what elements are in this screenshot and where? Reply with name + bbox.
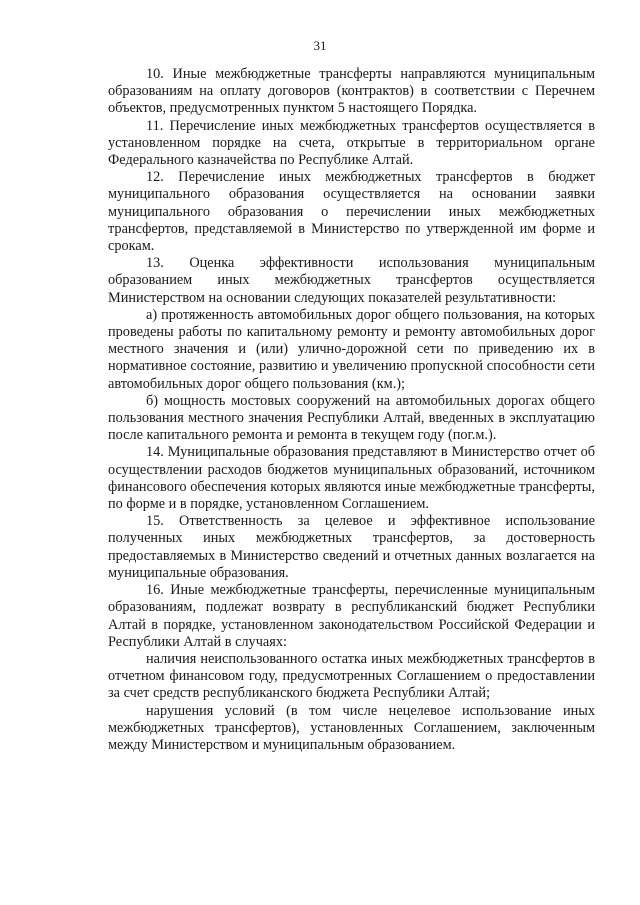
paragraph-11-transfer-accounts: 11. Перечисление иных межбюджетных трансфертов осуществляется в установленном порядке на счета, открытые в территориальном органе Федерального казначейства по Республике Алтай.: [108, 117, 595, 169]
paragraph-13a-road-length: а) протяженность автомобильных дорог общего пользования, на которых проведены работы по капитальному ремонту и ремонту автомобильных дорог местного значения и (или) улично-дорожной сети по приведению их в нормативное состояние, развитию и увеличению пропускной способности сети автомобильных дорог общего пользования (км.);: [108, 306, 595, 392]
paragraph-16-case-violation: нарушения условий (в том числе нецелевое использование иных межбюджетных трансфертов), установленных Соглашением, заключенным между Министерством и муниципальным образованием.: [108, 702, 595, 753]
paragraph-16-case-unused-balance: наличия неиспользованного остатка иных межбюджетных трансфертов в отчетном финансовом году, предусмотренных Соглашением о предоставлении за счет средств республиканского бюджета Республики Алтай;: [108, 650, 595, 702]
paragraph-15-responsibility: 15. Ответственность за целевое и эффективное использование полученных иных межбюджетных трансфертов, за достоверность предоставляемых в Министерство сведений и отчетных данных возлагается на муниципальные образования.: [108, 513, 595, 581]
paragraph-10-transfers-direction: 10. Иные межбюджетные трансферты направляются муниципальным образованиям на оплату договоров (контрактов) в соответствии с Перечнем объектов, предусмотренных пунктом 5 настоящего Порядка.: [108, 66, 595, 117]
paragraph-13-efficiency-assessment: 13. Оценка эффективности использования муниципальным образованием иных межбюджетных трансфертов осуществляется Министерством на основании следующих показателей результативности:: [108, 255, 595, 306]
document-body: [108, 66, 595, 754]
paragraph-16-refund: 16. Иные межбюджетные трансферты, перечисленные муниципальным образованиям, подлежат возврату в республиканский бюджет Республики Алтай в порядке, установленном законодательством Российской Федерации и Республики Алтай в случаях:: [108, 582, 595, 650]
page-number: 31: [313, 38, 327, 53]
paragraph-14-report: 14. Муниципальные образования представляют в Министерство отчет об осуществлении расходов бюджетов муниципальных образований, источником финансового обеспечения которых являются иные межбюджетные трансферты, по форме и в порядке, установленном Соглашением.: [108, 444, 595, 513]
paragraph-12-transfer-application: 12. Перечисление иных межбюджетных трансфертов в бюджет муниципального образования осуществляется на основании заявки муниципального образования о перечислении иных межбюджетных трансфертов, представляемой в Министерство по утвержденной им форме и срокам.: [108, 169, 595, 255]
paragraph-13b-bridge-capacity: б) мощность мостовых сооружений на автомобильных дорогах общего пользования местного значения Республики Алтай, введенных в эксплуатацию после капитального ремонта и ремонта в текущем году (пог.м.).: [108, 392, 595, 444]
